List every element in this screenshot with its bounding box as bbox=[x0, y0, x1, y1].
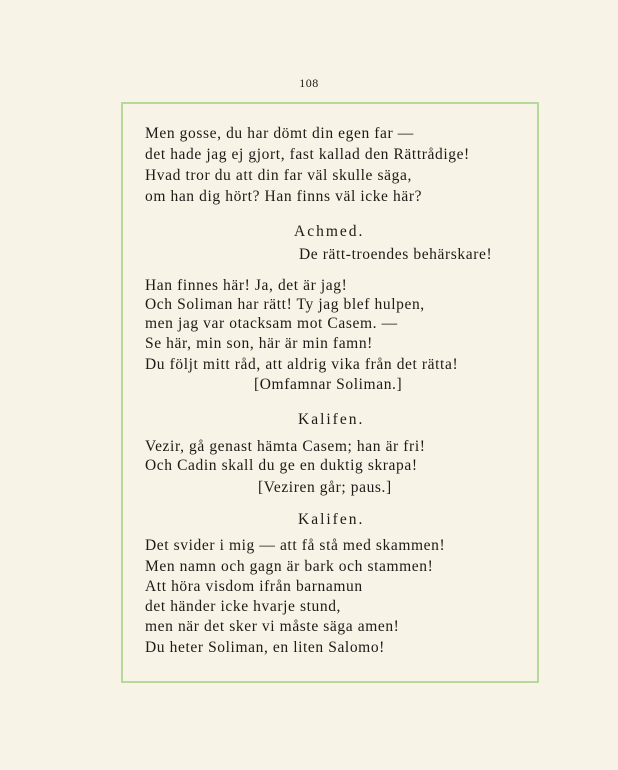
stage-direction: [Veziren går; paus.] bbox=[258, 479, 392, 496]
verse-line: Men gosse, du har dömt din egen far — bbox=[145, 125, 414, 142]
verse-line: Men namn och gagn är bark och stammen! bbox=[145, 558, 434, 575]
stage-direction: [Omfamnar Soliman.] bbox=[254, 376, 403, 393]
verse-line: Hvad tror du att din far väl skulle säga, bbox=[145, 167, 412, 184]
verse-line: men jag var otacksam mot Casem. — bbox=[145, 315, 398, 332]
speaker-name: Kalifen. bbox=[298, 411, 365, 428]
verse-line: Vezir, gå genast hämta Casem; han är fri! bbox=[145, 438, 426, 455]
verse-line: Att höra visdom ifrån barnamun bbox=[145, 578, 363, 595]
verse-line: Och Soliman har rätt! Ty jag blef hulpen, bbox=[145, 296, 425, 313]
verse-line: Och Cadin skall du ge en duktig skrapa! bbox=[145, 457, 418, 474]
verse-line: Det svider i mig — att få stå med skammen! bbox=[145, 537, 446, 554]
verse-line: om han dig hört? Han finns väl icke här? bbox=[145, 188, 423, 205]
verse-line: Han finnes här! Ja, det är jag! bbox=[145, 277, 348, 294]
verse-line: Se här, min son, här är min famn! bbox=[145, 335, 373, 352]
speaker-name: Achmed. bbox=[294, 223, 365, 240]
verse-line: det händer icke hvarje stund, bbox=[145, 598, 342, 615]
page-number: 108 bbox=[299, 76, 319, 90]
verse-line: men när det sker vi måste säga amen! bbox=[145, 618, 400, 635]
speaker-name: Kalifen. bbox=[298, 511, 365, 528]
verse-line: De rätt-troendes behärskare! bbox=[299, 246, 493, 263]
verse-line: det hade jag ej gjort, fast kallad den Rättrådige! bbox=[145, 146, 470, 163]
verse-line: Du följt mitt råd, att aldrig vika från det rätta! bbox=[145, 356, 459, 373]
verse-line: Du heter Soliman, en liten Salomo! bbox=[145, 639, 385, 656]
